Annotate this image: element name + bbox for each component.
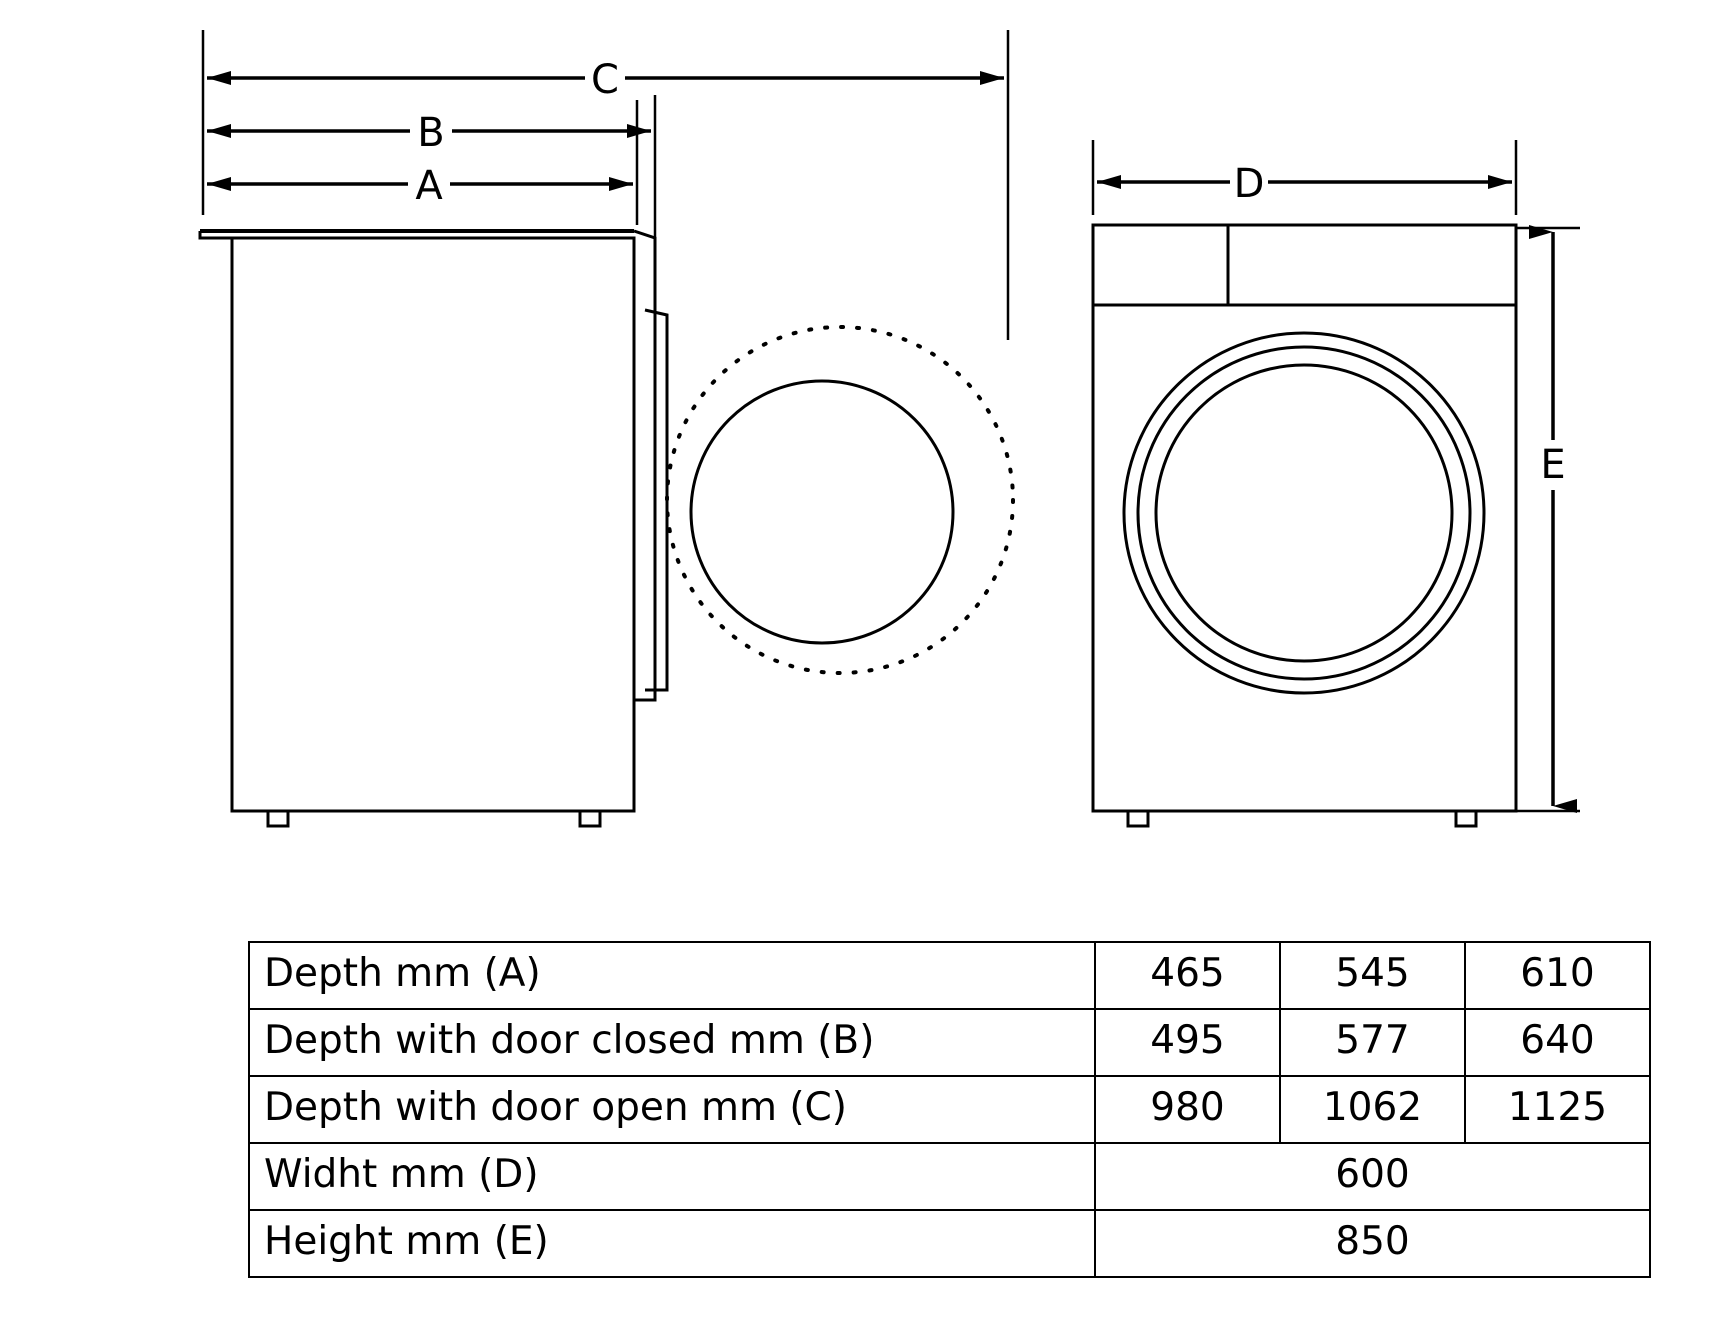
- dimension-label-c: C: [591, 57, 619, 103]
- table-row: [249, 1210, 1650, 1277]
- row-value: 850: [1095, 1210, 1650, 1277]
- row-value: 495: [1095, 1009, 1280, 1076]
- table-row: [249, 1076, 1650, 1143]
- front-view-group: [1093, 225, 1516, 826]
- table-row: [249, 1143, 1650, 1210]
- row-value: 577: [1280, 1009, 1465, 1076]
- row-value: 1125: [1465, 1076, 1650, 1143]
- front-extension-lines: [1093, 140, 1580, 811]
- row-label: Widht mm (D): [249, 1143, 1095, 1210]
- dimension-label-d: D: [1233, 161, 1265, 207]
- dimension-label-e: E: [1540, 442, 1566, 488]
- dimension-label-a: A: [415, 163, 443, 209]
- dimension-b: [207, 110, 651, 156]
- table-row: [249, 942, 1650, 1009]
- row-value: 600: [1095, 1143, 1650, 1210]
- dimension-e: [1540, 232, 1565, 806]
- side-view-group: [200, 231, 1013, 826]
- dimension-a: [207, 163, 633, 209]
- dimension-c: [207, 57, 1004, 103]
- row-label: Height mm (E): [249, 1210, 1095, 1277]
- row-label: Depth with door open mm (C): [249, 1076, 1095, 1143]
- dimension-label-b: B: [417, 110, 445, 156]
- row-label: Depth mm (A): [249, 942, 1095, 1009]
- row-value: 610: [1465, 942, 1650, 1009]
- table-row: [249, 1009, 1650, 1076]
- row-value: 545: [1280, 942, 1465, 1009]
- row-value: 1062: [1280, 1076, 1465, 1143]
- row-value: 465: [1095, 942, 1280, 1009]
- row-value: 640: [1465, 1009, 1650, 1076]
- row-label: Depth with door closed mm (B): [249, 1009, 1095, 1076]
- dimension-d: [1097, 161, 1512, 207]
- row-value: 980: [1095, 1076, 1280, 1143]
- dimensions-table: [248, 941, 1651, 1278]
